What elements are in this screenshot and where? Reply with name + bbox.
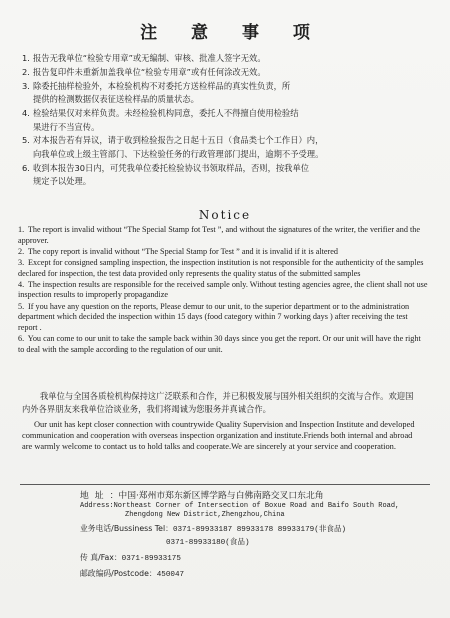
fax-row	[80, 552, 420, 565]
postcode-label: 邮政编码/Postcode：	[80, 569, 157, 578]
cn-item-continuation: 规定予以处理。	[33, 176, 92, 187]
divider	[20, 484, 430, 485]
cn-item-number: 3.	[22, 80, 30, 91]
en-notice-list	[18, 225, 428, 356]
contact-block	[80, 490, 420, 581]
en-item	[18, 247, 428, 258]
cn-item	[22, 134, 420, 161]
phone-label: 业务电话/Bussiness Tel：	[80, 524, 173, 533]
en-item-text: Except for consigned sampling inspection, the inspection institution is not responsible for the authenticity of the samples declared for inspection, the test data provided only represents the quality status of the submitted samples	[18, 257, 424, 278]
notice-heading: Notice	[198, 208, 252, 222]
cn-notice-list	[22, 52, 420, 189]
en-item-text: The report is invalid without “The Special Stamp fot Test ”, and without the signatures of the writer, the verifier and the approver.	[18, 225, 420, 245]
en-item	[18, 334, 428, 355]
cooperation-paragraph-en: Our unit has kept closer connection with countrywide Quality Supervision and Inspection Institute and developed communication and cooperation with overseas inspection organization and institute.Friends both internal and abroad are warmly welcome to contact us to hold talks and cooperate.We are sincerely at your service and cooperation.	[22, 420, 415, 451]
en-item-number: 5.	[18, 301, 25, 311]
phone-row-2	[80, 536, 420, 549]
cn-item-text: 检验结果仅对来样负责。未经检验机构同意，委托人不得擅自使用检验结	[33, 108, 299, 119]
en-item-text: If you have any question on the reports, Please demur to our unit, to the superior department or to the administration department which decided the inspection within 15 days (food category within 7 working days ) after receiving the test report .	[18, 301, 410, 332]
cn-item-text: 除委托抽样检验外，本检验机构不对委托方送检样品的真实性负责，所	[33, 80, 291, 91]
en-item-number: 3.	[18, 257, 25, 267]
cn-item-number: 4.	[22, 108, 30, 119]
en-item-number: 6.	[18, 333, 25, 343]
cn-item	[22, 52, 420, 65]
address-en	[80, 502, 420, 520]
address-cn	[80, 490, 420, 502]
cn-item-text: 收到本报告30日内，可凭我单位委托检验协议书领取样品，否则，按我单位	[33, 162, 310, 173]
phone-row	[80, 523, 420, 536]
address-label: 地址	[80, 491, 110, 501]
cn-item-number: 2.	[22, 66, 30, 77]
en-item-number: 4.	[18, 279, 25, 289]
fax-label: 传 真/Fax：	[80, 553, 122, 562]
cn-item	[22, 66, 420, 79]
cn-item	[22, 107, 420, 134]
address-cn-text: ：中国·郑州市郑东新区博学路与白佛南路交叉口东北角	[109, 491, 324, 501]
en-item	[18, 225, 428, 246]
en-item	[18, 302, 428, 334]
en-item-text: You can come to our unit to take the sample back within 30 days since you get the report. Or our unit will have the right to deal with the sample according to the regulation of our unit.	[18, 333, 421, 354]
postcode-value: 450047	[156, 571, 185, 579]
cn-item-text: 报告无我单位“检验专用章”或无编制、审核、批准人签字无效。	[33, 53, 266, 63]
cn-item-continuation: 提供的检测数据仅表征送检样品的质量状态。	[33, 94, 199, 105]
address-en-line-1: Address:Northeast Corner of Intersection of Boxue Road and Baifo South Road,	[80, 502, 400, 510]
cooperation-paragraph-cn: 我单位与全国各质检机构保持这广泛联系和合作，并已积极发展与国外相关组织的交流与合作。欢迎国内外各界朋友来我单位洽谈业务，我们将竭诚为您服务并真诚合作。	[22, 391, 414, 414]
cn-item-text: 对本报告若有异议，请于收到检验报告之日起十五日（食品类七个工作日）内，	[33, 135, 324, 146]
cn-item-text: 报告复印件未重新加盖我单位“检验专用章”或有任何涂改无效。	[33, 66, 266, 77]
phone-number-2: 0371-89933180(食品)	[166, 539, 250, 547]
cn-item-number: 1.	[22, 53, 30, 63]
cn-item	[22, 80, 420, 107]
en-item-number: 1.	[18, 225, 25, 234]
cn-item-continuation: 向我单位或上级主管部门、下达检验任务的行政管理部门提出，逾期不予受理。	[33, 148, 324, 159]
address-en-line-2: Zhengdong New District,Zhengzhou,China	[125, 511, 285, 519]
en-item-number: 2.	[18, 246, 25, 256]
cn-item-number: 6.	[22, 162, 30, 173]
cn-item-continuation: 果进行不当宣传。	[33, 121, 100, 132]
fax-number: 0371-89933175	[121, 555, 181, 563]
page-title-cn: 注 意 事 项	[140, 23, 324, 43]
en-item	[18, 258, 428, 279]
en-item	[18, 280, 428, 301]
en-item-text: The inspection results are responsible for the received sample only. Without testing agencies agree, the client shall not use inspection results to improperly propagandize	[18, 279, 428, 300]
postcode-row	[80, 568, 420, 581]
en-item-text: The copy report is invalid without “The Special Stamp for Test ” and it is invalid if it is altered	[27, 246, 339, 256]
phone-number-1: 0371-89933187 89933178 89933179(非食品)	[172, 526, 347, 534]
cn-item-number: 5.	[22, 135, 30, 146]
cn-item	[22, 162, 420, 189]
